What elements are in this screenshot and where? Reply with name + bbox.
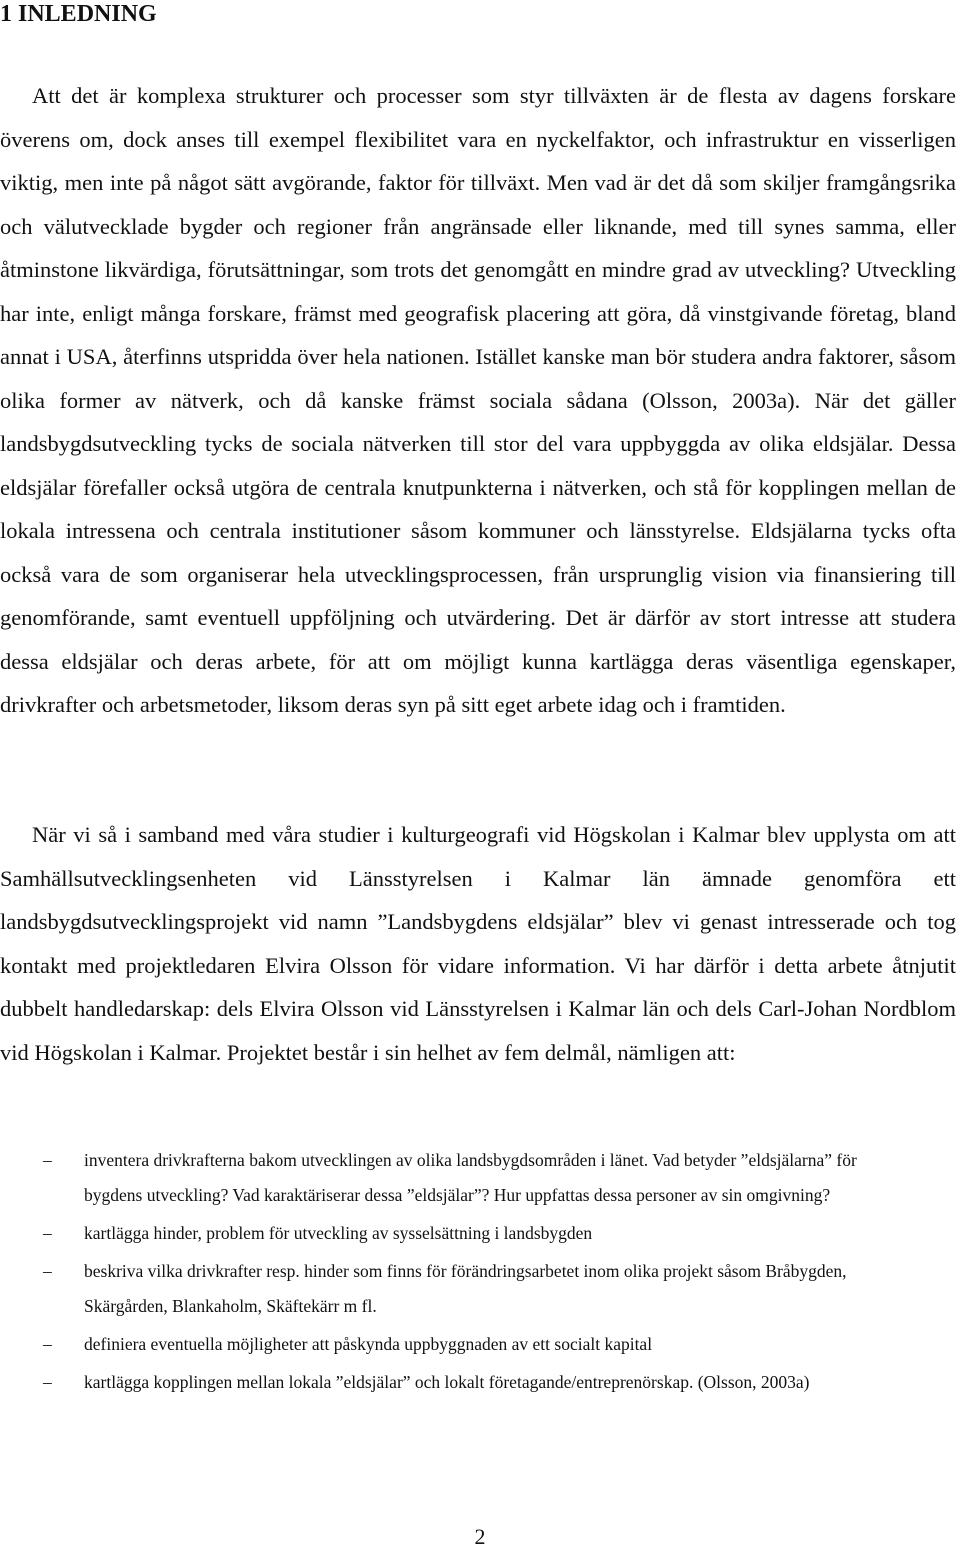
body-paragraph-2: När vi så i samband med våra studier i kulturgeografi vid Högskolan i Kalmar blev upplysta om att Samhällsutvecklingsenheten vid Länsstyrelsen i Kalmar län ämnade genomföra ett landsbygdsutvecklingsprojekt vid namn ”Landsbygdens eldsjälar” blev vi genast intresserade och tog kontakt med projektledaren Elvira Olsson för vidare information. Vi har därför i detta arbete åtnjutit dubbelt handledarskap: dels Elvira Olsson vid Länsstyrelsen i Kalmar län och dels Carl-Johan Nordblom vid Högskolan i Kalmar. Projektet består i sin helhet av fem delmål, nämligen att: [0,822,956,1065]
list-item-text: kartlägga kopplingen mellan lokala ”eldsjälar” och lokalt företagande/entreprenörskap. (Olsson, 2003a) [84,1372,810,1392]
body-paragraph-1: Att det är komplexa strukturer och processer som styr tillväxten är de flesta av dagens forskare överens om, dock anses till exempel flexibilitet vara en nyckelfaktor, och infrastruktur en visserligen viktig, men inte på något sätt avgörande, faktor för tillväxt. Men vad är det då som skiljer framgångsrika och välutvecklade bygder och regioner från angränsade eller liknande, med till synes samma, eller åtminstone likvärdiga, förutsättningar, som trots det genomgått en mindre grad av utveckling? Utveckling har inte, enligt många forskare, främst med geografisk placering att göra, då vinstgivande företag, bland annat i USA, återfinns utspridda över hela nationen. Istället kanske man bör studera andra faktorer, såsom olika former av nätverk, och då kanske främst sociala sådana (Olsson, 2003a). När det gäller landsbygdsutveckling tycks de sociala nätverken till stor del vara uppbyggda av olika eldsjälar. Dessa eldsjälar förefaller också utgöra de centrala knutpunkterna i nätverken, och stå för kopplingen mellan de lokala intressena och centrala institutioner såsom kommuner och länsstyrelse. Eldsjälarna tycks ofta också vara de som organiserar hela utvecklingsprocessen, från ursprunglig vision via finansiering till genomförande, samt eventuell uppföljning och utvärdering. Det är därför av stort intresse att studera dessa eldsjälar och deras arbete, för att om möjligt kunna kartlägga deras väsentliga egenskaper, drivkrafter och arbetsmetoder, liksom deras syn på sitt eget arbete idag och i framtiden. [0,83,956,717]
list-item-text: beskriva vilka drivkrafter resp. hinder som finns för förändringsarbetet inom olika projekt såsom Bråbygden, Skärgården, Blankaholm, Skäftekärr m fl. [84,1261,847,1316]
dash-marker: – [43,1334,52,1354]
list-item [0,1254,900,1324]
goal-list [0,1143,900,1403]
dash-marker: – [43,1261,52,1281]
list-item-text: inventera drivkrafterna bakom utvecklingen av olika landsbygdsområden i länet. Vad betyder ”eldsjälarna” för bygdens utveckling? Vad karaktäriserar dessa ”eldsjälar”? Hur uppfattas dessa personer av sin omgivning? [84,1150,857,1205]
dash-marker: – [43,1150,52,1170]
page-number: 2 [474,1524,486,1549]
dash-marker: – [43,1223,52,1243]
list-item [0,1216,900,1251]
section-heading: 1 INLEDNING [0,1,157,27]
list-item-text: kartlägga hinder, problem för utveckling av sysselsättning i landsbygden [84,1223,593,1243]
list-item [0,1327,900,1362]
list-item [0,1365,900,1400]
list-item-text: definiera eventuella möjligheter att påskynda uppbyggnaden av ett socialt kapital [84,1334,653,1354]
dash-marker: – [43,1372,52,1392]
list-item [0,1143,900,1213]
